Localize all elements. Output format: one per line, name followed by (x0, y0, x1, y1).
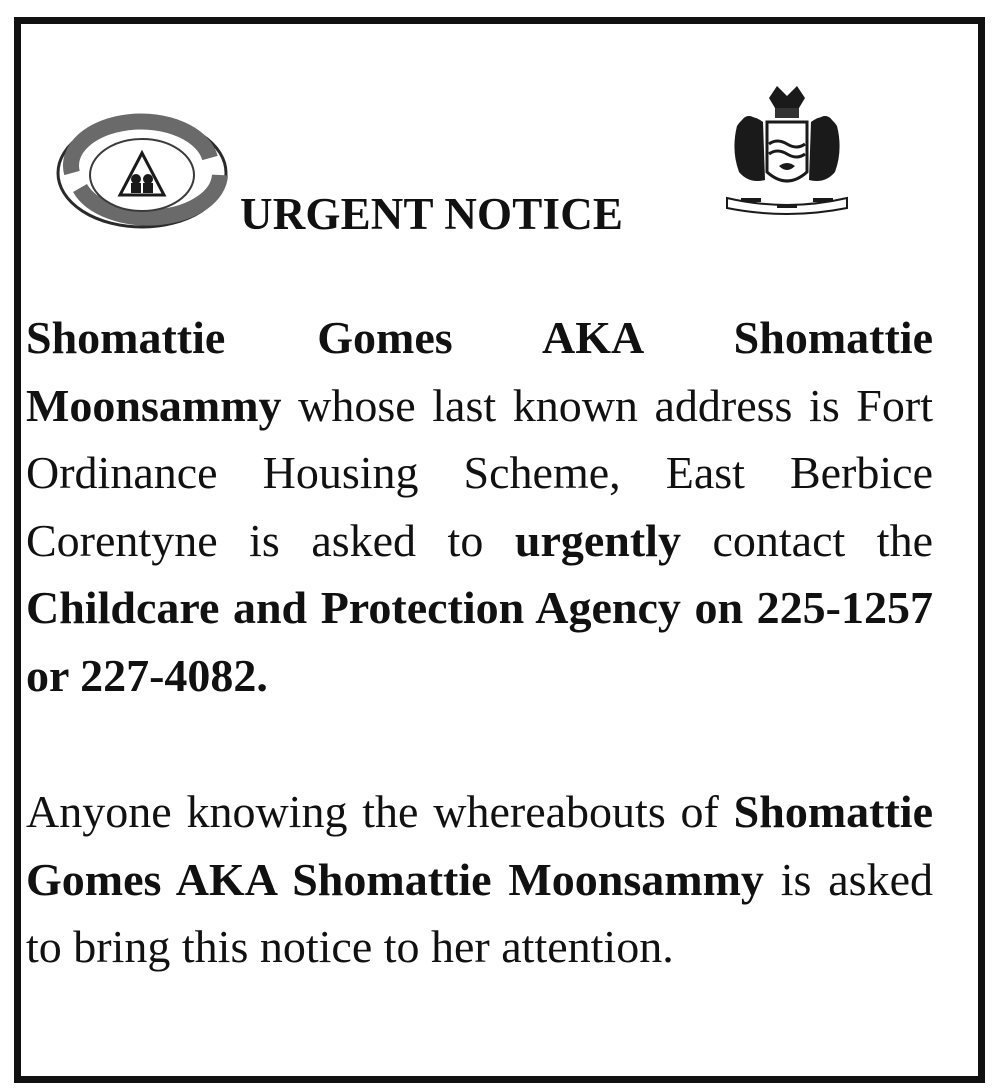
notice-title: URGENT NOTICE (240, 189, 624, 239)
contact-text: contact the (680, 514, 933, 566)
urgently-word: urgently (514, 514, 681, 566)
guyana-coat-of-arms-icon (717, 80, 857, 220)
person-name: Shomattie Gomes AKA Shomattie Moonsammy (26, 312, 933, 431)
address-text: whose last known address is Fort Ordinance Housing Scheme, East Berbice Corentyne is asked to (26, 379, 933, 566)
agency-contact: Childcare and Protection Agency on 225-1257 or 227-4082. (26, 582, 933, 701)
notice-paragraph-1 (26, 304, 933, 709)
notice-paragraph-2 (26, 778, 933, 981)
child-care-protection-agency-logo-icon (50, 113, 232, 233)
attention-text: is asked to bring this notice to her attention. (26, 853, 934, 972)
person-name-2: Shomattie Gomes AKA Shomattie Moonsammy (26, 786, 933, 905)
anyone-text: Anyone knowing the whereabouts of (26, 786, 734, 837)
